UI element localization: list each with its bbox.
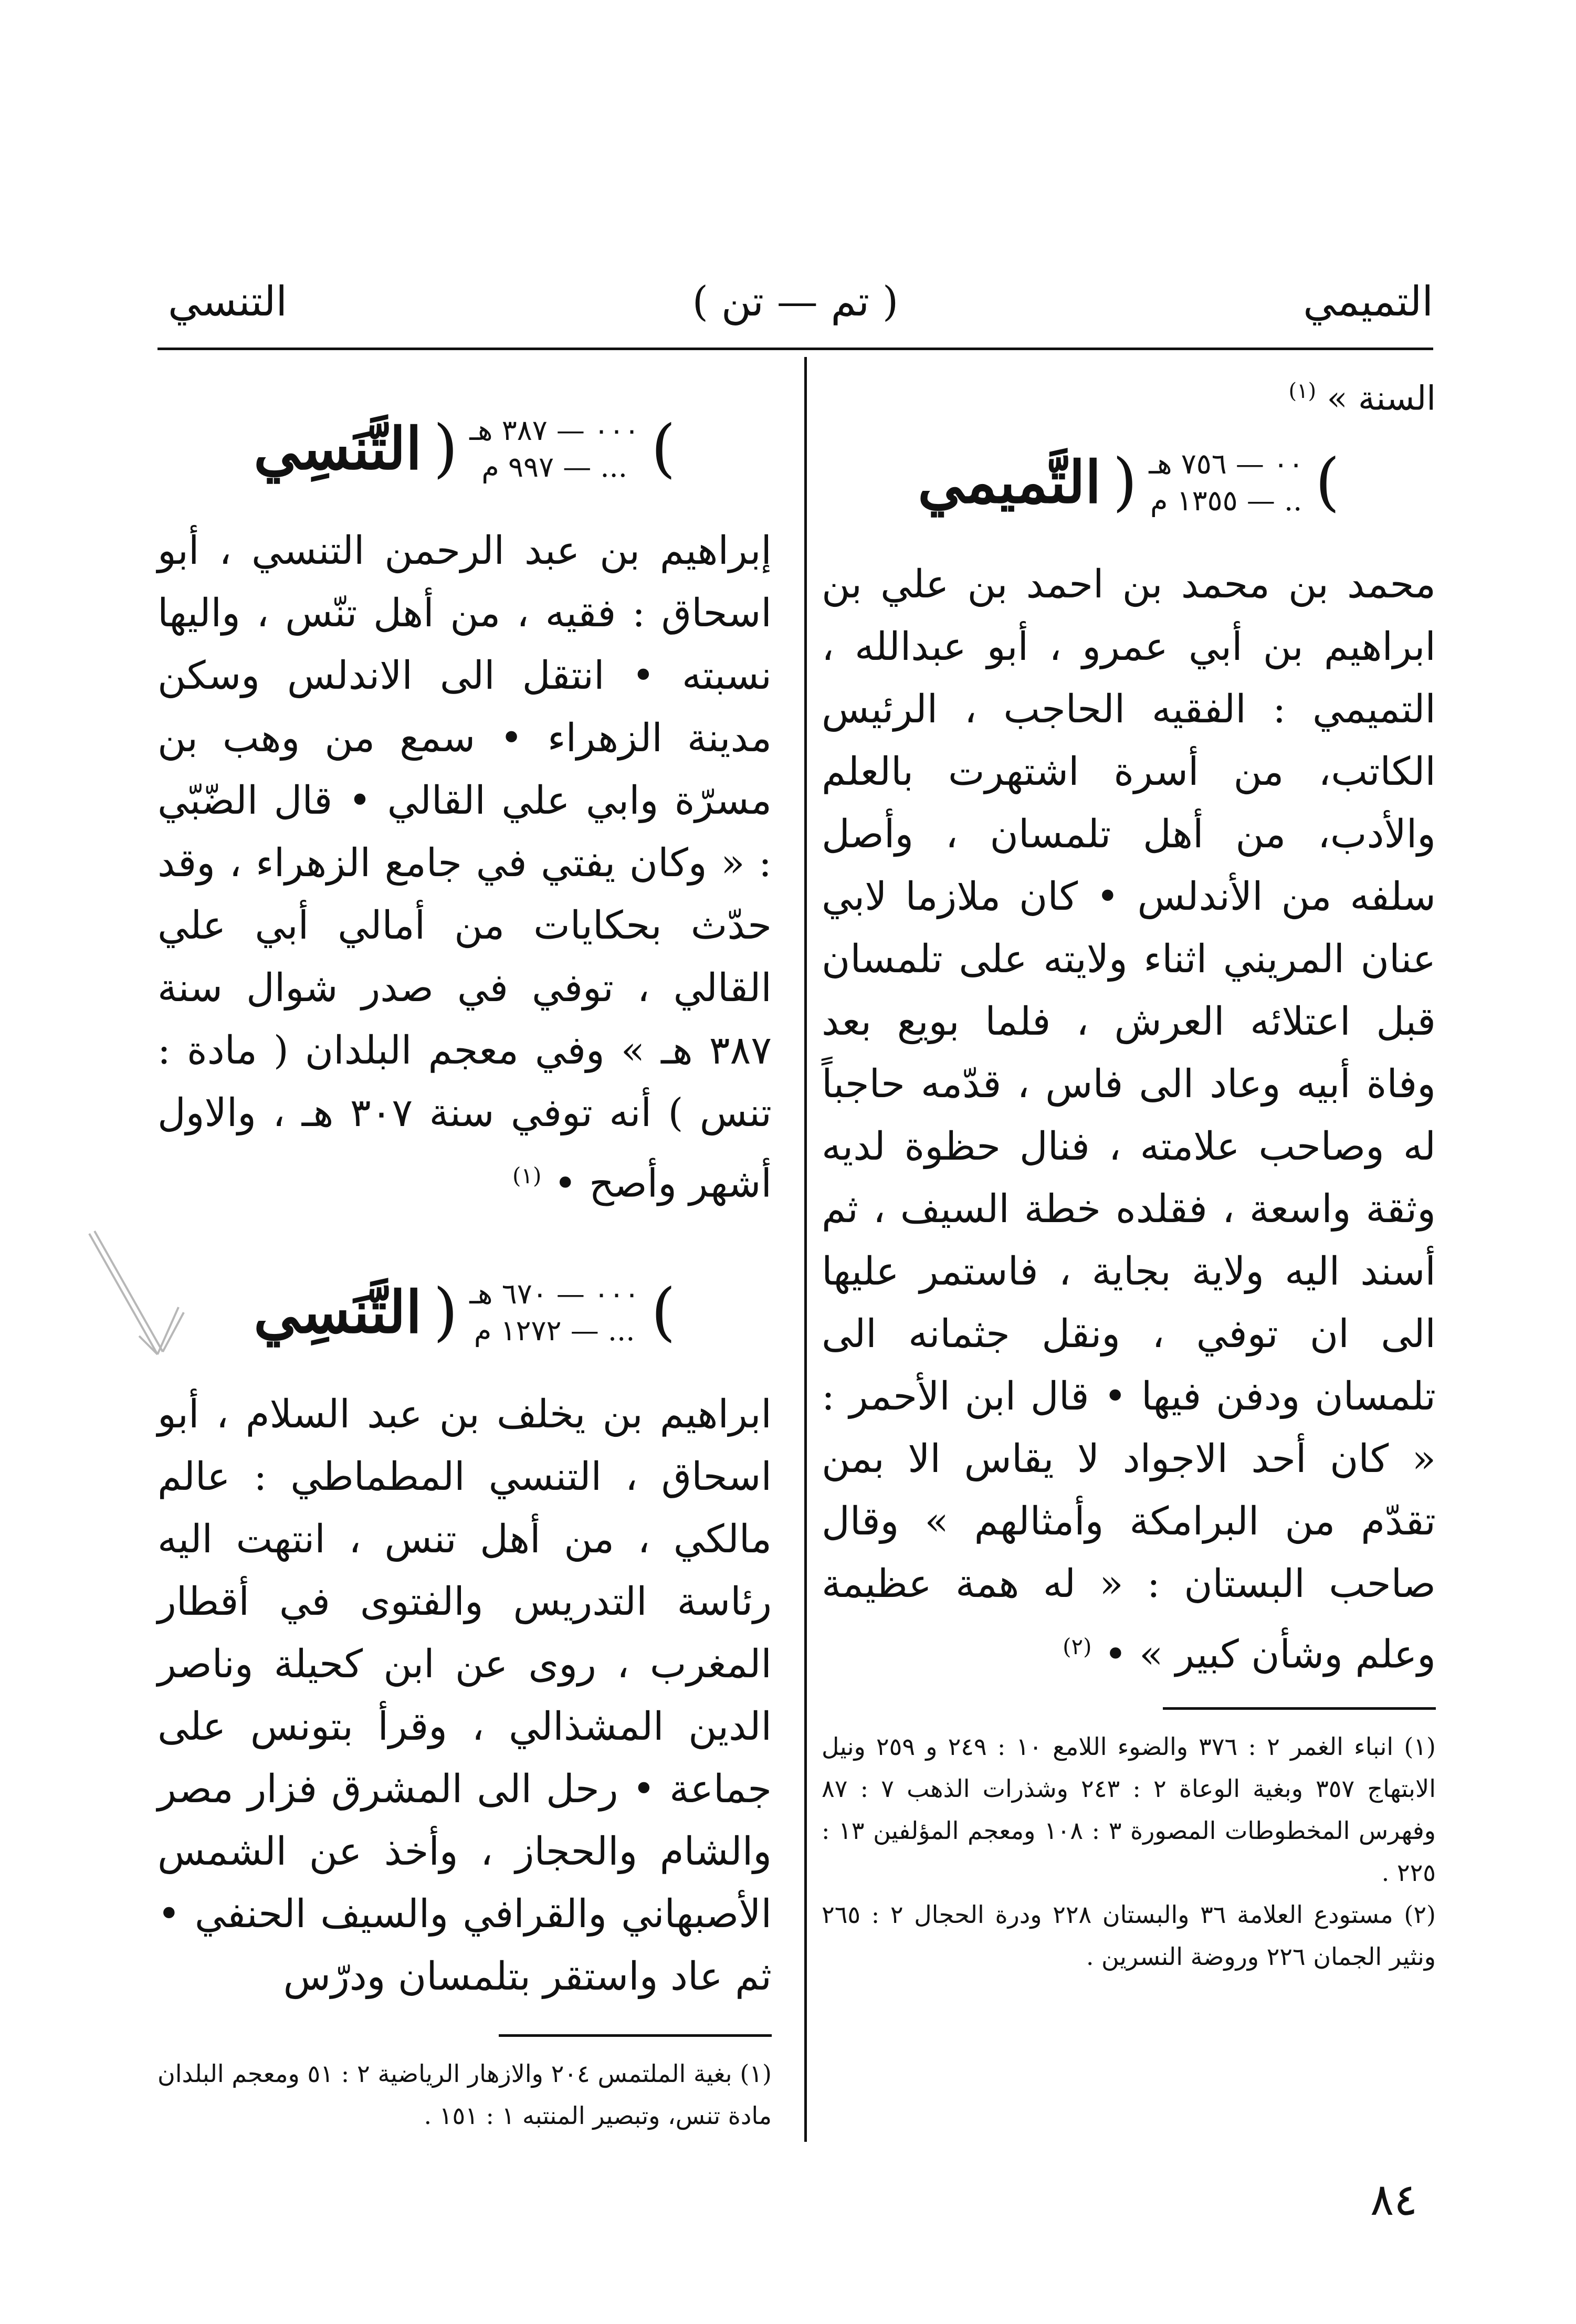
close-paren: ): [1315, 446, 1340, 519]
entry-body: [157, 1383, 772, 2008]
entry-text: محمد بن محمد بن احمد بن علي بن ابراهيم بن أبي عمرو ، أبو عبدالله ، التميمي : الفقيه الحاجب ، الرئيس الكاتب، من أسرة اشتهرت بالعلم والأدب، من أهل تلمسان ، وأصل سلفه من الأندلس • كان ملازما لابي عنان المريني اثناء ولايته على تلمسان قبل اعتلائه العرش ، فلما بويع بعد وفاة أبيه وعاد الى فاس ، قدّمه حاجباً له وصاحب علامته ، فنال حظوة لديه وثقة واسعة ، فقلده خطة السيف ، ثم أسند اليه ولاية بجاية ، فاستمر عليها الى ان توفي ، ونقل جثمانه الى تلمسان ودفن فيها • قال ابن الأحمر : « كان أحد الاجواد لا يقاس الا بمن تقدّم من البرامكة وأمثالهم » وقال صاحب البستان : « له همة عظيمة وعلم وشأن كبير » •: [822, 562, 1436, 1677]
footnote-1: (١) بغية الملتمس ٢٠٤ والازهار الرياضية ٢ : ٥١ ومعجم البلدان مادة تنس، وتبصير المنتبه ١ : ١٥١ .: [157, 2059, 772, 2130]
entry-footnote-ref: (١): [512, 1163, 542, 1189]
footnote-2: (٢) مستودع العلامة ٣٦ والبستان ٢٢٨ ودرة الحجال ٢ : ٢٦٥ ونثير الجمان ٢٢٦ وروضة النسرين .: [822, 1900, 1436, 1971]
column-divider: [804, 357, 807, 2142]
entry-heading: [822, 443, 1436, 522]
carry-over-text: [822, 367, 1436, 422]
open-paren: (: [433, 1275, 458, 1349]
entry-footnote-ref: (٢): [1063, 1634, 1092, 1660]
date-hijri: ٠٠٠ — ٣٨٧ هـ: [469, 414, 640, 447]
pencil-arrow-icon: [79, 1223, 194, 1402]
header-rule: [157, 348, 1433, 350]
date-gregorian: .. — ١٣٥٥ م: [1150, 484, 1302, 518]
entry-body: [822, 553, 1436, 1686]
entry-name: التَّنَسِي: [254, 415, 422, 482]
entry-dates: [1149, 446, 1304, 519]
carry-over-word: السنة »: [1327, 379, 1436, 418]
carry-over-footnote-ref: (١): [1288, 379, 1317, 403]
date-gregorian: ... — ٩٩٧ م: [481, 450, 627, 483]
entry-name: التَّميمي: [918, 448, 1101, 517]
entry-text: ابراهيم بن يخلف بن عبد السلام ، أبو اسحاق ، التنسي المطماطي : عالم مالكي ، من أهل تنس ، انتهت اليه رئاسة التدريس والفتوى في أقطار المغرب ، روى عن ابن كحيلة وناصر الدين المشذالي ، وقرأ بتونس على جماعة • رحل الى المشرق فزار مصر والشام والحجاز ، وأخذ عن الشمس الأصبهاني والقرافي والسيف الحنفي • ثم عاد واستقر بتلمسان ودرّس: [157, 1391, 772, 1999]
entry-text: إبراهيم بن عبد الرحمن التنسي ، أبو اسحاق : فقيه ، من أهل تنّس ، واليها نسبته • انتقل الى الاندلس وسكن مدينة الزهراء • سمع من وهب بن مسرّة وابي علي القالي • قال الضّبّي : « وكان يفتي في جامع الزهراء ، وقد حدّث بحكايات من أمالي أبي علي القالي ، توفي في صدر شوال سنة ٣٨٧ هـ » وفي معجم البلدان ( مادة : تنس ) أنه توفي سنة ٣٠٧ هـ ، والاول أشهر وأصح •: [157, 528, 772, 1206]
running-header: [157, 273, 1433, 336]
entry-dates: [469, 412, 639, 486]
open-paren: (: [1112, 446, 1138, 519]
footnote-1: (١) انباء الغمر ٢ : ٣٧٦ والضوء اللامع ١٠ : ٢٤٩ و ٢٥٩ ونيل الابتهاج ٣٥٧ وبغية الوعاة ٢ : ٢٤٣ وشذرات الذهب ٧ : ٨٧ وفهرس المخطوطات المصورة ٣ : ١٠٨ ومعجم المؤلفين ١٣ : ٢٢٥ .: [822, 1732, 1436, 1887]
header-letter-range: ( تم — تن ): [692, 278, 899, 325]
footnote-rule: [1163, 1707, 1436, 1710]
entry-dates: [469, 1276, 639, 1349]
footnotes: [157, 2053, 772, 2137]
entry-heading: [157, 409, 772, 488]
header-left-term: التنسي: [168, 278, 288, 325]
close-paren: ): [651, 412, 676, 485]
entry-name: التَّنَسِي: [254, 1278, 422, 1346]
entry-body: [157, 520, 772, 1215]
date-gregorian: ... — ١٢٧٢ م: [474, 1313, 635, 1347]
close-paren: ): [651, 1275, 676, 1349]
date-hijri: ٠٠ — ٧٥٦ هـ: [1149, 447, 1304, 481]
footnote-rule: [499, 2034, 772, 2037]
header-right-term: التميمي: [1303, 278, 1433, 325]
right-column: [822, 357, 1436, 1978]
page-number: ٨٤: [1370, 2174, 1418, 2225]
left-column: [157, 357, 772, 2137]
open-paren: (: [433, 412, 458, 485]
entry-heading: [157, 1273, 772, 1352]
date-hijri: ٠٠٠ — ٦٧٠ هـ: [469, 1277, 640, 1310]
footnotes: [822, 1726, 1436, 1978]
